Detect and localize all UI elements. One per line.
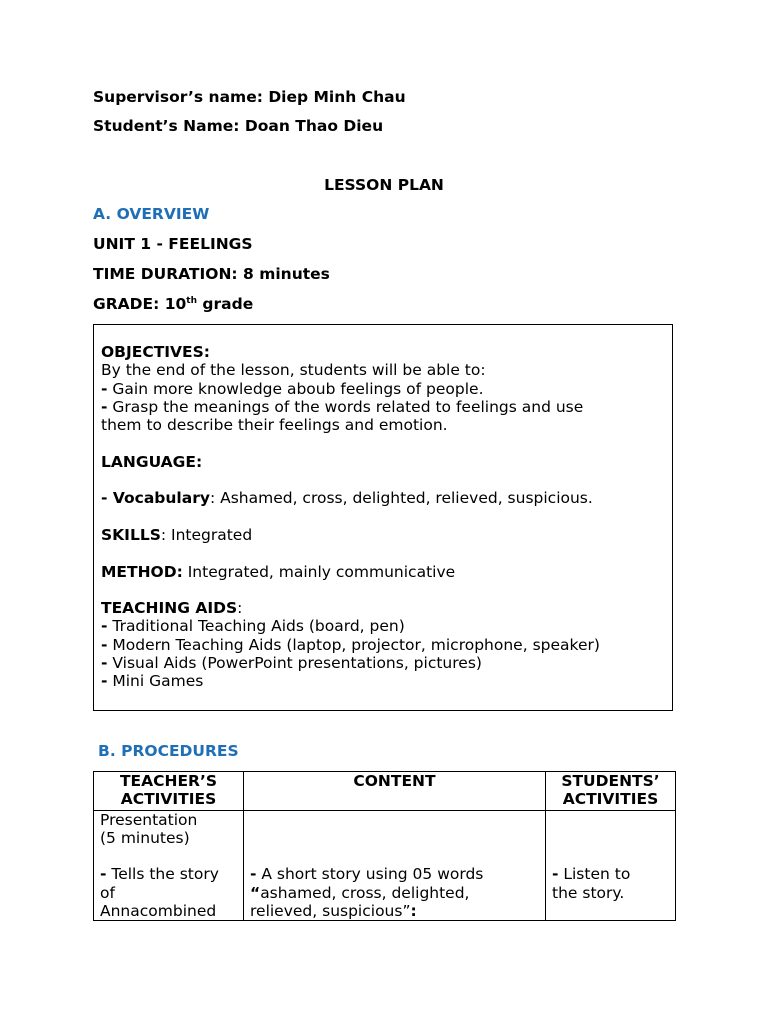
time-duration: TIME DURATION: 8 minutes [93,265,330,283]
teacher-activity-text: Tells the story [106,865,219,884]
students-cell [546,810,676,921]
aid-item-text: Traditional Teaching Aids (board, pen) [112,617,405,636]
student-label: Student’s Name: [93,117,245,135]
table-row [94,810,676,921]
grade-suffix: grade [197,295,254,313]
grade-line [93,295,253,313]
method-text: Integrated, mainly communicative [182,562,456,581]
stage-duration: (5 minutes) [100,828,190,847]
teaching-aids-label: TEACHING AIDS [101,599,238,618]
column-header-content-text: CONTENT [353,772,436,790]
objectives-box [93,324,673,711]
supervisor-line [93,88,406,106]
method-line [101,563,665,581]
students-activity-text: Listen to [558,865,631,884]
skills-line [101,526,665,544]
skills-label: SKILLS [101,525,161,544]
content-text: ashamed, cross, delighted, [260,883,470,902]
vocabulary-line: - Vocabulary: Ashamed, cross, delighted, relieved, suspicious. [101,489,593,508]
skills-text: : Integrated [160,525,253,544]
supervisor-name: Diep Minh Chau [268,88,406,106]
students-activity-cont: the story. [552,883,625,902]
language-heading: LANGUAGE: [101,452,203,471]
teacher-activity-cont: of [100,883,115,902]
teaching-aids-line [101,599,665,617]
students-activity: - Listen to [552,865,631,884]
column-header-students-line1: STUDENTS’ [561,772,660,790]
teacher-activity: - Tells the story [100,865,219,884]
column-header-students [546,772,676,811]
supervisor-label: Supervisor’s name: [93,88,269,106]
student-name: Doan Thao Dieu [244,117,384,135]
aid-item: - Mini Games [101,672,204,691]
column-header-teacher-line1: TEACHER’S [119,772,218,790]
table-header-row [94,772,676,811]
content-line: “ashamed, cross, delighted, [250,883,470,902]
objective-item-continuation: them to describe their feelings and emotion. [101,416,448,435]
aid-item-text: Modern Teaching Aids (laptop, projector, microphone, speaker) [112,635,600,654]
aid-item-text: Mini Games [112,672,204,691]
objective-item: - Grasp the meanings of the words related to feelings and use [101,397,584,416]
teaching-aids-colon: : [237,599,243,618]
procedures-table [93,771,676,921]
aid-item: - Traditional Teaching Aids (board, pen) [101,617,405,636]
objective-item: - Gain more knowledge aboub feelings of people. [101,379,484,398]
column-header-teacher-line2: ACTIVITIES [120,790,217,809]
objective-item-text: Grasp the meanings of the words related to feelings and use [112,397,584,416]
teacher-activity-cont: Annacombined [100,902,217,921]
content-text: A short story using 05 words [256,865,484,884]
overview-heading: A. OVERVIEW [93,205,210,223]
objectives-heading: OBJECTIVES: [101,343,211,361]
student-line [93,117,383,135]
objective-item-text: Gain more knowledge aboub feelings of people. [112,379,484,398]
grade-superscript: th [186,295,197,306]
page-title: LESSON PLAN [324,176,444,194]
vocabulary-text: : Ashamed, cross, delighted, relieved, suspicious. [209,489,593,508]
stage-name: Presentation [100,810,198,829]
content-text: relieved, suspicious [250,902,403,921]
method-label: METHOD: [101,562,183,581]
vocabulary-label: Vocabulary [112,489,210,508]
aid-item-text: Visual Aids (PowerPoint presentations, pictures) [112,654,482,673]
unit-title: UNIT 1 - FEELINGS [93,235,253,253]
content-line: relieved, suspicious”: [250,902,417,921]
content-cell [244,810,546,921]
column-header-teacher [94,772,244,811]
column-header-content [244,772,546,811]
teacher-cell [94,810,244,921]
column-header-students-line2: ACTIVITIES [562,790,659,809]
aid-item: - Visual Aids (PowerPoint presentations, pictures) [101,654,482,673]
aid-item: - Modern Teaching Aids (laptop, projector, microphone, speaker) [101,635,600,654]
content-line: - A short story using 05 words [250,865,484,884]
grade-prefix: GRADE: 10 [93,295,187,313]
procedures-heading: B. PROCEDURES [98,742,239,760]
objectives-intro: By the end of the lesson, students will be able to: [101,361,486,380]
